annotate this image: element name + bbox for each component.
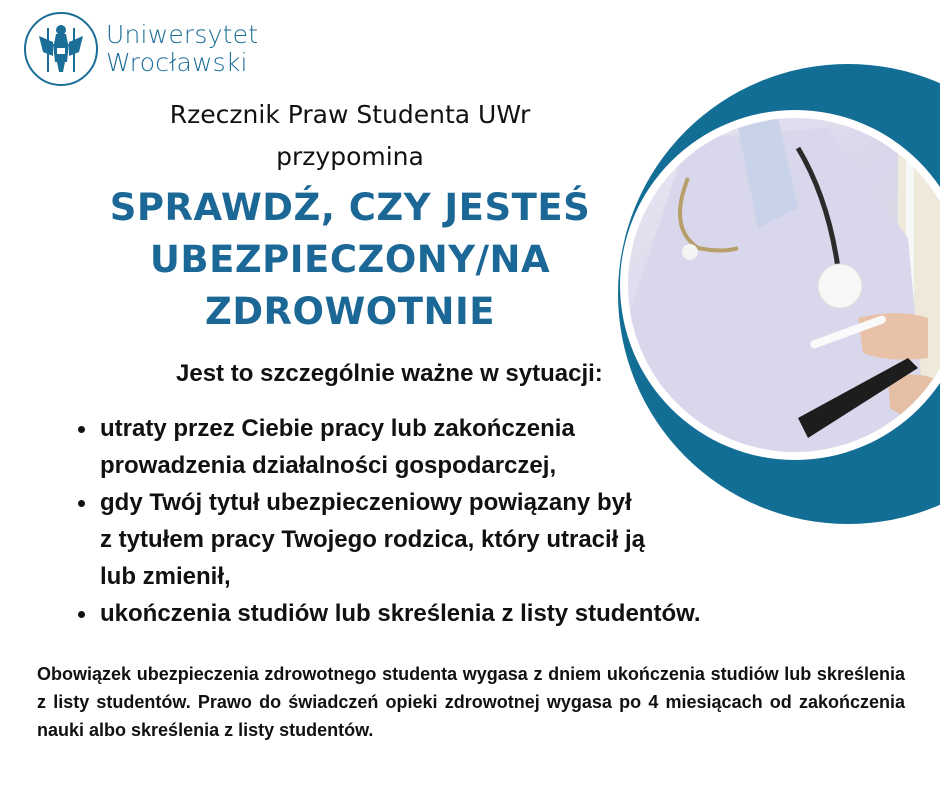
logo-line-2: Wrocławski <box>106 48 248 77</box>
logo-line-1: Uniwersytet <box>106 20 259 49</box>
title-line-3: ZDROWOTNIE <box>205 290 495 333</box>
subtitle-line-2: przypomina <box>276 142 424 171</box>
list-item-line: gdy Twój tytuł ubezpieczeniowy powiązany był <box>100 489 632 516</box>
list-item <box>76 595 701 632</box>
list-item-line: z tytułem pracy Twojego rodzica, który utracił ją <box>100 526 646 553</box>
situations-list <box>76 410 701 632</box>
university-logo <box>24 12 258 86</box>
list-item-line: ukończenia studiów lub skreślenia z listy studentów. <box>100 600 701 627</box>
doctor-photo <box>628 118 940 452</box>
list-item-line: utraty przez Ciebie pracy lub zakończenia <box>100 415 575 442</box>
subtitle-line-1: Rzecznik Praw Studenta UWr <box>169 100 531 129</box>
footer-note: Obowiązek ubezpieczenia zdrowotnego studenta wygasa z dniem ukończenia studiów lub skreślenia z listy studentów. Prawo do świadczeń opieki zdrowotnej wygasa po 4 miesiącach od zakończenia nauki albo skreślenia z listy studentów. <box>37 664 905 740</box>
list-item-line: prowadzenia działalności gospodarczej, <box>100 452 557 479</box>
eagle-crest-icon <box>24 12 98 86</box>
list-item <box>76 484 701 595</box>
lead-text: Jest to szczególnie ważne w sytuacji: <box>176 360 603 387</box>
list-item <box>76 410 701 484</box>
title-line-1: SPRAWDŹ, CZY JESTEŚ <box>109 186 591 229</box>
title-line-2: UBEZPIECZONY/NA <box>149 238 551 281</box>
list-item-line: lub zmienił, <box>100 563 231 590</box>
page-title <box>95 182 605 338</box>
